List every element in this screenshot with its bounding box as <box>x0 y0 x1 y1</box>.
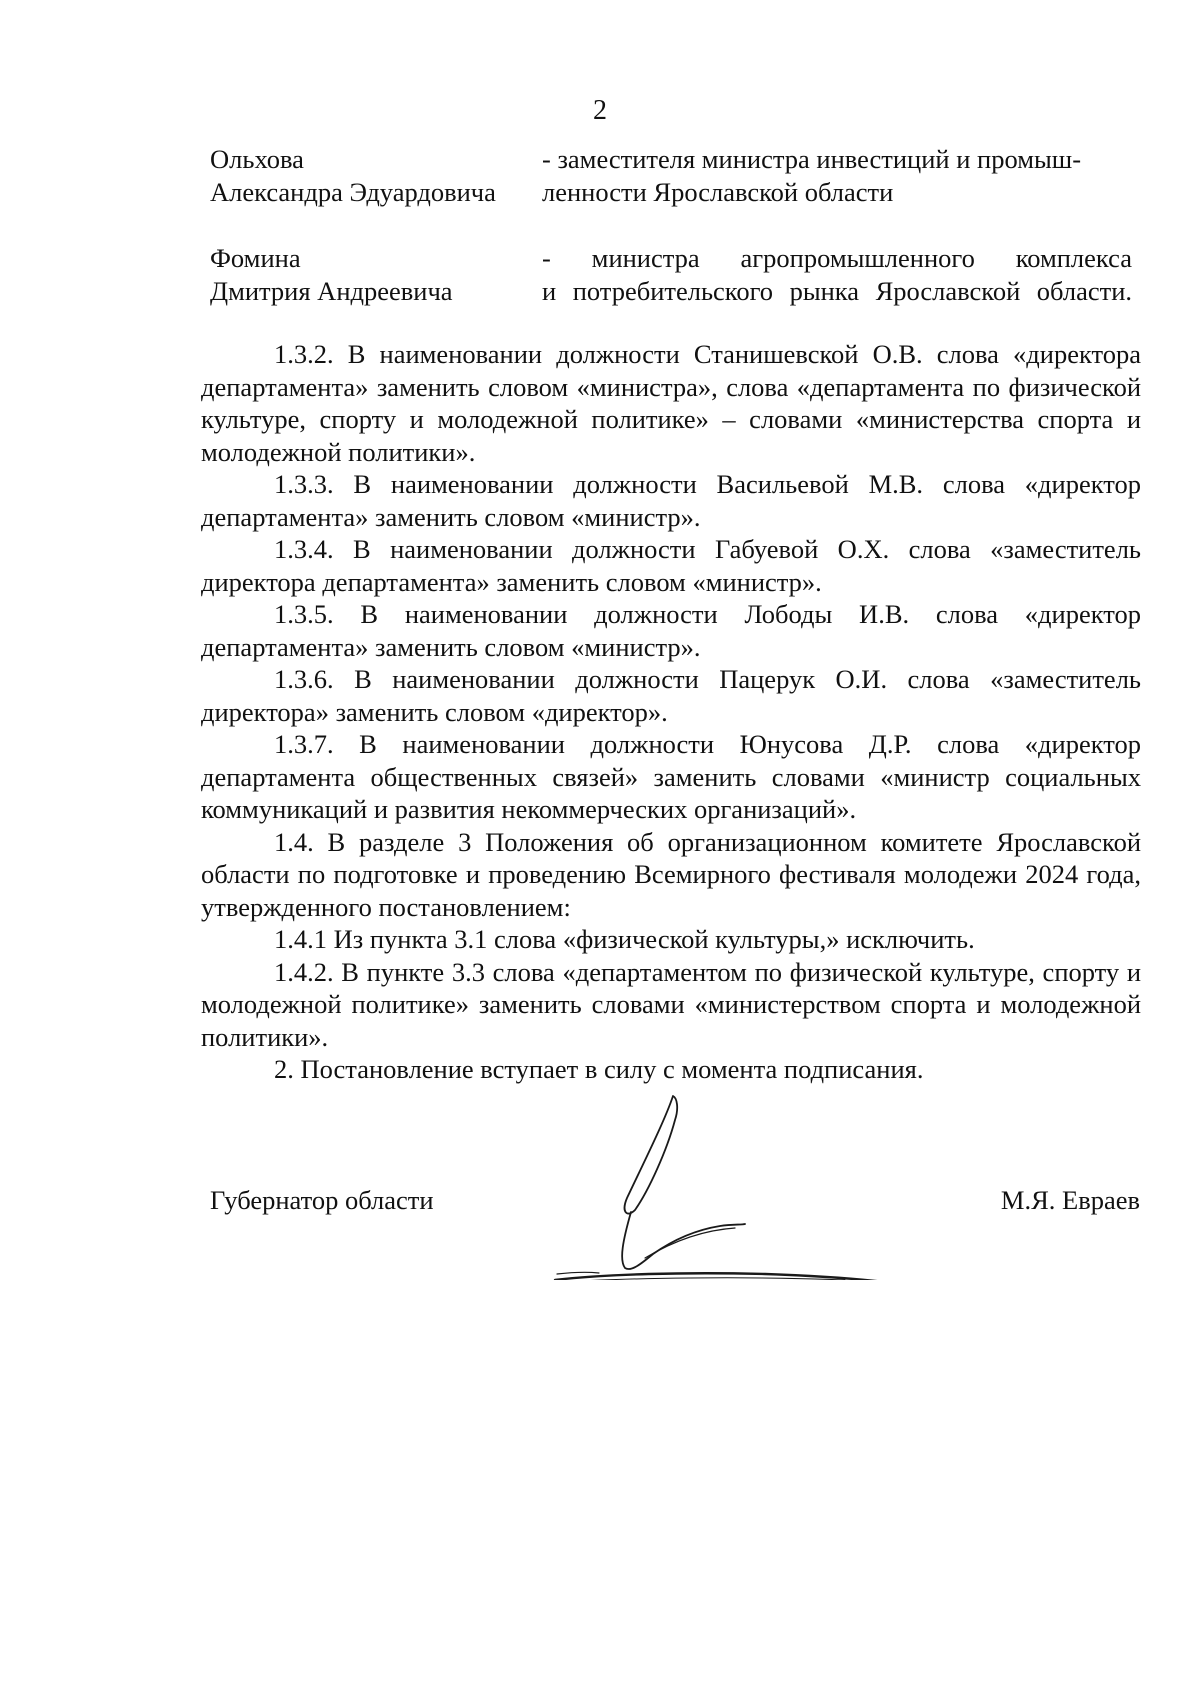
members-list <box>210 143 1130 341</box>
document-body <box>201 338 1141 1086</box>
paragraph: 1.4.1 Из пункта 3.1 слова «физической культуры,» исключить. <box>274 924 975 954</box>
member-position-line: ленности Ярославской области <box>542 177 894 207</box>
member-surname: Фомина <box>210 243 301 273</box>
signatory-title: Губернатор области <box>210 1185 434 1215</box>
paragraph: 1.3.6. В наименовании должности Пацерук О.И. слова «заместитель директора» заменить словом «директор». <box>201 664 1141 727</box>
member-position <box>542 143 1132 209</box>
member-name <box>210 242 542 308</box>
member-position-line: - заместителя министра инвестиций и промыш- <box>542 144 1082 174</box>
member-position-line: и потребительского рынка Ярославской области. <box>542 276 1132 306</box>
paragraph: 1.4. В разделе 3 Положения об организационном комитете Ярославской области по подготовке и проведению Всемирного фестиваля молодежи 2024 года, утвержденного постановлением: <box>201 826 1141 922</box>
paragraph: 2. Постановление вступает в силу с момента подписания. <box>274 1054 924 1084</box>
member-name <box>210 143 542 209</box>
paragraph: 1.3.3. В наименовании должности Васильевой М.В. слова «директор департамента» заменить словом «министр». <box>201 469 1141 532</box>
page-number: 2 <box>593 95 607 126</box>
signatory-name: М.Я. Евраев <box>1000 1185 1140 1215</box>
paragraph: 1.4.2. В пункте 3.3 слова «департаментом по физической культуре, спорту и молодежной политике» заменить словами «министерством спорта и молодежной политики». <box>201 956 1141 1052</box>
handwritten-signature <box>545 1090 930 1280</box>
member-entry <box>210 143 1130 209</box>
member-given-names: Александра Эдуардовича <box>210 177 496 207</box>
member-position <box>542 242 1132 308</box>
member-given-names: Дмитрия Андреевича <box>210 276 453 306</box>
paragraph: 1.3.5. В наименовании должности Лободы И.В. слова «директор департамента» заменить словом «министр». <box>201 599 1141 662</box>
member-position-line: - министра агропромышленного комплекса <box>542 243 1132 273</box>
paragraph: 1.3.4. В наименовании должности Габуевой О.Х. слова «заместитель директора департамента» заменить словом «министр». <box>201 534 1141 597</box>
member-entry <box>210 242 1130 308</box>
paragraph: 1.3.7. В наименовании должности Юнусова Д.Р. слова «директор департамента общественных связей» заменить словами «министр социальных коммуникаций и развития некоммерческих организаций». <box>201 729 1141 824</box>
member-surname: Ольхова <box>210 144 304 174</box>
paragraph: 1.3.2. В наименовании должности Станишевской О.В. слова «директора департамента» заменить словом «министра», слова «департамента по физической культуре, спорту и молодежной политике» – словами «министерства спорта и молодежной политики». <box>201 339 1141 467</box>
